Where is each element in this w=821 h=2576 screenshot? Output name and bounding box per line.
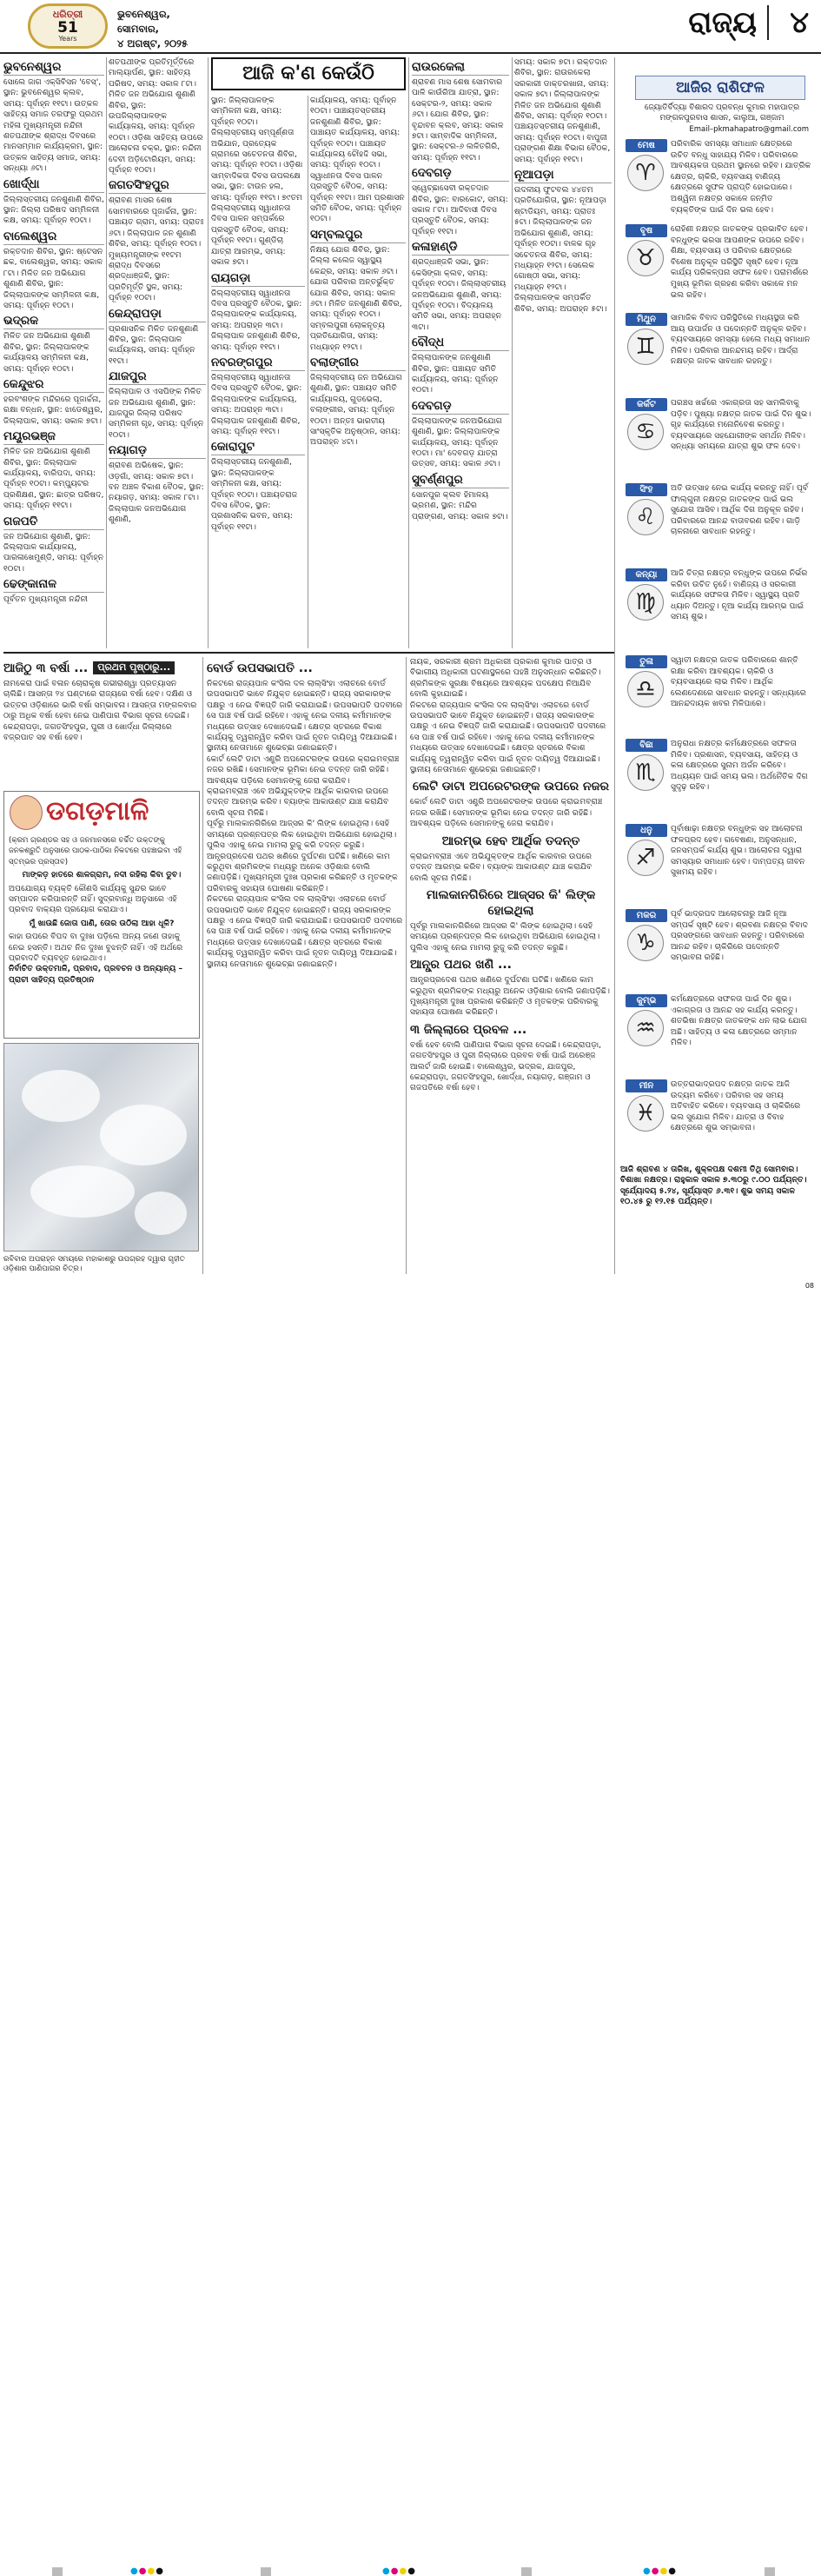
place-heading: ଜଗତସିଂହପୁର bbox=[109, 178, 206, 194]
story-text: କୋର୍ଟ ଲେଟି ଡାଟା ଏଣ୍ଟ୍ରି ଅପରେଟରଙ୍କ ଉପରେ କ୍ରାଇମବ୍ରାଞ୍ଚ ନଜର ରଖିଛି। ସେମାନଙ୍କ ଭୂମିକା ନେଇ ତଦନ୍ତ ଜାରି ରହିଛି। ଆବଶ୍ୟକ ପଡ଼ିଲେ ସେମାନଙ୍କୁ ଜେରା କରାଯିବ। bbox=[207, 754, 400, 786]
horoscope-email: Email–pkmahapatro@gmail.com bbox=[689, 125, 809, 134]
aries-icon: ♈ bbox=[627, 155, 664, 191]
proverb-box bbox=[3, 791, 200, 1039]
event-text: ମିଳିତ ଜନ ଅଭିଯୋଗ ଶୁଣାଣି ଶିବିର, ସ୍ଥାନ: ଜିଲ୍ଲାପାଳଙ୍କ କାର୍ଯ୍ୟାଳୟ ସମ୍ମିଳନୀ କକ୍ଷ, ସମୟ: ପୂର୍ବାହ୍ନ ୧୦ଟା। bbox=[3, 331, 90, 374]
place-heading: ଭୁବନେଶ୍ୱର bbox=[3, 60, 104, 76]
cmyk-dots: ●●●● bbox=[130, 2566, 164, 2576]
sign-text: ଅତି ଉତ୍ସାହ ନେଇ କାର୍ଯ୍ୟ କରନ୍ତୁ ନାହିଁ। ପୂର୍ବ ଫାଲ୍ଗୁନୀ ନକ୍ଷତ୍ର ଜାତକଙ୍କ ପାଇଁ ଭଲ ସୁଯୋଗ ଆସିବ। ଆର୍ଥିକ ଦିଗ ଅନୁକୂଳ ରହିବ। ପରିବାରରେ ଆନନ୍ଦ ବାତାବରଣ ରହିବ। ଗାଡ଼ି ଚାଳନାରେ ସାବଧାନ ରହନ୍ତୁ। bbox=[671, 483, 809, 537]
story-text: ନାୟକ, ସରକାରୀ ଶ୍ରମ ଅଧିକାରୀ ପ୍ରକାଶ କୁମାର ପାତ୍ର ଓ ବିଭାଗୀୟ ଅଧିକାରୀ ଘଟଣାସ୍ଥଳରେ ପହଞ୍ଚି ଅନୁସନ୍ଧାନ କରିଛନ୍ତି। ଶ୍ରମିକଙ୍କ ସୁରକ୍ଷା ବିଷୟରେ ଆବଶ୍ୟକ ପଦକ୍ଷେପ ନିଆଯିବ ବୋଲି କୁହାଯାଇଛି। bbox=[410, 657, 601, 700]
gemini-icon: ♊ bbox=[627, 329, 664, 365]
horoscope-sign bbox=[619, 139, 811, 219]
sign-text: ଉତ୍ତରାଭାଦ୍ରପଦ ନକ୍ଷତ୍ର ଜାତକ ଆଜି ଉଦ୍ୟମ କରିବେ। ପରିବାର ସହ ସମୟ ଅତିବାହିତ କରିବେ। ବ୍ୟବସାୟ ଓ ଚାକିରିରେ ଭଲ ସୁଯୋଗ ମିଳିବ। ଯାତ୍ରା ଓ ବିବାହ କ୍ଷେତ୍ରରେ ଶୁଭ ସମ୍ଭାବନା। bbox=[671, 1079, 801, 1133]
story-subhead: ଆରମ୍ଭ ହେବ ଆର୍ଥିକ ତଦନ୍ତ bbox=[441, 833, 580, 848]
event-text: ମିଳିତ ଜନ ଅଭିଯୋଗ ଶୁଣାଣି ଶିବିର, ସ୍ଥାନ: ଜିଲ୍ଲାପାଳ କାର୍ଯ୍ୟାଳୟ, ବାରିପଦା, ସମୟ: ପୂର୍ବାହ୍ନ ୧୦ଟା। କମ୍ପ୍ୟୁଟର ପ୍ରଶିକ୍ଷଣ, ସ୍ଥାନ: ଛାତ୍ର ପରିଷଦ, ସମୟ: ପୂର୍ବାହ୍ନ ୧୧ଟା। bbox=[3, 447, 104, 511]
event-text: ଜିଲ୍ଲାସ୍ତରୀୟ ଜନଶୁଣାଣି, ସ୍ଥାନ: ଜିଲ୍ଲାପାଳଙ୍କ ସମ୍ମିଳନୀ କକ୍ଷ, ସମୟ: ପୂର୍ବାହ୍ନ ୧୦ଟା। ପଞ୍ଚାୟତରାଜ ଦିବସ ବୈଠକ, ସ୍ଥାନ: ପ୍ରଶାସନିକ ଭବନ, ସମୟ: ପୂର୍ବାହ୍ନ ୧୧ଟା। bbox=[211, 457, 298, 532]
events-column-2 bbox=[109, 57, 206, 648]
sagittarius-icon: ♐ bbox=[627, 840, 664, 876]
sign-text: କର୍ମକ୍ଷେତ୍ରରେ ସଫଳତା ପାଇଁ ଦିନ ଶୁଭ। ଏକାଗ୍ରତା ଓ ଆନନ୍ଦ ସହ କାର୍ଯ୍ୟ କରନ୍ତୁ। ଶତଭିଷା ନକ୍ଷତ୍ର ଜାତକଙ୍କ ଧନ ଲାଭ ଯୋଗ ଅଛି। ସାହିତ୍ୟ ଓ କଳା କ୍ଷେତ୍ରରେ ସମ୍ମାନ ମିଳିବ। bbox=[671, 994, 807, 1048]
story-text: ଆନ୍ଧ୍ରପ୍ରଦେଶ ପଥର ଖଣିରେ ଦୁର୍ଘଟଣା ଘଟିଛି। ଖଣିରେ କାମ କରୁଥିବା ଶ୍ରମିକଙ୍କ ମଧ୍ୟରୁ ଅନେକ ଓଡ଼ିଶାର ବୋଲି ଜଣାପଡ଼ିଛି। ମୁଖ୍ୟମନ୍ତ୍ରୀ ଦୁଃଖ ପ୍ରକାଶ କରିଛନ୍ତି ଓ ମୃତକଙ୍କ ପରିବାରକୁ ସହାୟତା ଘୋଷଣା କରିଛନ୍ତି। bbox=[207, 851, 398, 893]
events-column-4 bbox=[310, 96, 406, 648]
sign-name: ବୃଷ bbox=[626, 224, 667, 237]
column-rule bbox=[408, 57, 409, 648]
sign-text: ରୋହିଣୀ ନକ୍ଷତ୍ର ଜାତକଙ୍କ ପ୍ରଭାବିତ ହେବ। ବନ୍ଧୁଙ୍କ ଭରସା ଆପଣଙ୍କ ଉପରେ ରହିବ। ଶିକ୍ଷା, ବ୍ୟବସାୟ ଓ ପରିବାର କ୍ଷେତ୍ରରେ ବିଶେଷ ଅନୁକୂଳ ପରିସ୍ଥିତି ସୃଷ୍ଟି ହେବ। ନୂଆ କାର୍ଯ୍ୟ ପରିକଳ୍ପନା ସଫଳ ହେବ। ପରାମର୍ଶରେ ମୁଖ୍ୟ ଭୂମିକା ଗ୍ରହଣ କରିବା ସକାଳେ ମନ ଭଲ ରହିବ। bbox=[671, 224, 809, 300]
sign-text: ଆଜି ଚିତ୍ରା ନକ୍ଷତ୍ର ବନ୍ଧୁଙ୍କ ଉପରେ ନିର୍ଭର କରିବା ଉଚିତ ନୁହେଁ। ବାଣିଜ୍ୟ ଓ ସରକାରୀ କାର୍ଯ୍ୟରେ ସଫଳତା ମିଳିବ। ସ୍ୱାସ୍ଥ୍ୟ ପ୍ରତି ଧ୍ୟାନ ଦିଅନ୍ତୁ। ନୂଆ କାର୍ଯ୍ୟ ଆରମ୍ଭ ପାଇଁ ସମୟ ଶୁଭ। bbox=[671, 568, 808, 622]
events-column-1 bbox=[3, 57, 104, 648]
cmyk-dots: ●●●● bbox=[382, 2566, 416, 2576]
proverb-text-2: କାହା ଉପରେ ବିପଦ ବା ଦୁଃଖ ପଡ଼ିଲେ ଅନ୍ୟ ଜଣେ ତାହାକୁ ନେଇ ହସନ୍ତି। ଅଥଚ ନିଜ ଦୁଃଖ ବୁଝନ୍ତି ନାହିଁ। ଏହି ଅର୍ଥରେ ପ୍ରବାଦଟି ବ୍ୟବହୃତ ହୋଇଥାଏ। bbox=[9, 932, 183, 964]
horoscope-sign bbox=[619, 655, 811, 735]
event-text: ସମୟ: ସକାଳ ୭ଟା। ରକ୍ତଦାନ ଶିବିର, ସ୍ଥାନ: ରାଉରକେଲା ସରକାରୀ ଡାକ୍ତରଖାନା, ସମୟ: ସକାଳ ୭ଟା। ଜିଲ୍ଲାପାଳଙ୍କ ମିଳିତ ଜନ ଅଭିଯୋଗ ଶୁଣାଣି ଶିବିର, ସମୟ: ପୂର୍ବାହ୍ନ ୧୦ଟା। ପଞ୍ଚାୟତସ୍ତରୀୟ ଜନଶୁଣାଣି, ସମୟ: ପୂର୍ବାହ୍ନ ୧୦ଟା। ବାପୁଜୀ ପ୍ରାଙ୍ଗଣ ଶିକ୍ଷା ବିଭାଗ ବୈଠକ, ସମୟ: ପୂର୍ବାହ୍ନ ୧୧ଟା। bbox=[514, 57, 611, 164]
dateline-day: ଭୁବନେଶ୍ୱର, ସୋମବାର, bbox=[117, 8, 170, 35]
proverb-content bbox=[4, 833, 199, 1038]
event-text: ପ୍ରଶାସନିକ ମିଳିତ ଜନଶୁଣାଣି ଶିବିର, ସ୍ଥାନ: ଜିଲ୍ଲାପାଳ କାର୍ଯ୍ୟାଳୟ, ସମୟ: ପୂର୍ବାହ୍ନ ୧୧ଟା। bbox=[109, 323, 199, 366]
cancer-icon: ♋ bbox=[627, 414, 664, 450]
event-text: ଶ୍ରଦ୍ଧାଞ୍ଜଳି ସଭା, ସ୍ଥାନ: କେସିଙ୍ଗା କ୍ଲବ, ସମୟ: ପୂର୍ବାହ୍ନ ୧୦ଟା। ଜିଲ୍ଲାସ୍ତରୀୟ ଜନଅଭିଯୋଗ ଶୁଣାଣି, ସମୟ: ପୂର୍ବାହ୍ନ ୧୦ଟା। ବିଦ୍ୟାଳୟ ସମିତି ସଭା, ସମୟ: ଅପରାହ୍ନ ୩ଟା। bbox=[412, 257, 507, 332]
logo-years: Years bbox=[58, 35, 77, 43]
place-heading: ନବରଙ୍ଗପୁର bbox=[211, 355, 305, 371]
event-text: ସୋନପୁର କ୍ଲବ ହିମାଳୟ ଭ୍ରମଣ, ସ୍ଥାନ: ମନ୍ଦିର ପ୍ରାଙ୍ଗଣ, ସମୟ: ସକାଳ ୭ଟା। bbox=[412, 489, 508, 521]
sign-name: ଧନୁ bbox=[626, 824, 667, 837]
sign-name: ମିଥୁନ bbox=[626, 313, 667, 326]
horoscope-sign bbox=[619, 909, 811, 989]
logo-title: ଧରିତ୍ରୀ bbox=[52, 9, 83, 20]
registration-mark bbox=[765, 2567, 775, 2576]
front-page-tag: ପ୍ରଥମ ପୃଷ୍ଠାରୁ... bbox=[93, 661, 175, 674]
page-number: ୪ bbox=[790, 5, 809, 40]
events-column-3 bbox=[211, 96, 305, 648]
cartoon-face-icon bbox=[10, 795, 43, 830]
horoscope-author: ଜ୍ୟୋତିର୍ବିଦ୍ୟା ବିଶାରଦ ପ୍ରବନ୍ଧ କୁମାର ମହାପାତ୍ର ମଙ୍ଗଳପୁରବାସ ଶାସନ, କାଲୁଆ, ଗଞ୍ଜାମ bbox=[644, 103, 800, 123]
sign-text: ପୂର୍ବାଷାଢ଼ା ନକ୍ଷତ୍ର ବନ୍ଧୁଙ୍କ ସହ ଆଲୋଚନା ଫଳପ୍ରଦ ହେବ। ଗବେଷଣା, ଅନୁସନ୍ଧାନ, ଜନସମ୍ପର୍କ କାର୍ଯ୍ୟ ଶୁଭ। ଆଲୋଚନା ଦ୍ୱାରା ସମସ୍ୟାର ସମାଧାନ ହେବ। ଦାମ୍ପତ୍ୟ ଜୀବନ ସୁଖମୟ ରହିବ। bbox=[671, 824, 805, 878]
page-header bbox=[0, 0, 821, 54]
print-footer bbox=[0, 1278, 821, 2576]
sign-name: ତୁଳା bbox=[626, 655, 667, 668]
sign-name: ମେଷ bbox=[626, 139, 667, 152]
sign-text: ଅନୁରାଧା ନକ୍ଷତ୍ର କର୍ମକ୍ଷେତ୍ରରେ ସଫଳତା ମିଳିବ। ପ୍ରଶାସନ, ବ୍ୟବସାୟ, ସାହିତ୍ୟ ଓ କଳା କ୍ଷେତ୍ରରେ ସୁନାମ ଅର୍ଜନ କରିବେ। ଅଧ୍ୟୟନ ପାଇଁ ସମୟ ଭଲ। ଅର୍ଥନୈତିକ ଦିଗ ସୁଦୃଢ଼ ରହିବ। bbox=[671, 739, 808, 793]
story-text: ନିକଟରେ ରାଜ୍ୟପାଳ କଂସିଲ ଦଳ ଲାଲ୍ସିଂହା ଏଲାଚରେ ବୋର୍ଡ ଉପସଭାପତି ଭାବେ ନିଯୁକ୍ତ ହୋଇଛନ୍ତି। ରାଜ୍ୟ ସରକାରଙ୍କ ପକ୍ଷରୁ ଏ ନେଇ ବିଜ୍ଞପ୍ତି ଜାରି କରାଯାଇଛି। ଉପସଭାପତି ପଦବୀରେ ସେ ପାଞ୍ଚ ବର୍ଷ ପାଇଁ ରହିବେ। ଏହାକୁ ନେଇ ଦଳୀୟ କର୍ମୀମାନଙ୍କ ମଧ୍ୟରେ ଉତ୍ସାହ ଦେଖାଦେଇଛି। କ୍ଷେତ୍ର ସ୍ତରରେ ବିକାଶ କାର୍ଯ୍ୟକୁ ତ୍ୱରାନ୍ୱିତ କରିବା ପାଇଁ ନୂତନ ଦାୟିତ୍ୱ ଦିଆଯାଇଛି। ସ୍ଥାନୀୟ ନେତାମାନେ ଶୁଭେଚ୍ଛା ଜଣାଇଛନ୍ତି। bbox=[207, 894, 403, 969]
story-subhead: ଆନ୍ଧ୍ର ପଥର ଖଣି ... bbox=[410, 958, 512, 973]
libra-icon: ♎ bbox=[627, 671, 664, 707]
sign-text: ପୂର୍ବ ଭାଦ୍ରପଦ ଆଲୋଚନାରୁ ଆଜି ନୂଆ ସମ୍ପର୍କ ସୃଷ୍ଟି ହେବ। ଶ୍ରବଣା ନକ୍ଷତ୍ର ବିବାଦ ପ୍ରସଙ୍ଗରେ ସାବଧାନ ରହନ୍ତୁ। ପରିବାରରେ ଆନନ୍ଦ ରହିବ। ଚାକିରିରେ ପଦୋନ୍ନତି ସମ୍ଭାବନା ରହିଛି। bbox=[671, 909, 808, 963]
dateline bbox=[117, 7, 213, 51]
taurus-icon: ♉ bbox=[627, 240, 664, 276]
place-heading: ବାଲେଶ୍ୱର bbox=[3, 229, 104, 245]
event-text: ସୋଲେ ଜାଗ ଏକ୍ସିବିସନ 'ବେସ୍', ସ୍ଥାନ: ଭୁବନେଶ୍ୱର କ୍ଲବ, ସମୟ: ପୂର୍ବାହ୍ନ ୧୧ଟା। ଉତ୍କଳ ସାହିତ୍ୟ ସମାଜ ତରଫରୁ ପ୍ରଥମ ମହିଳା ମୁଖ୍ୟମନ୍ତ୍ରୀ ନନ୍ଦିନୀ ଶତପଥୀଙ୍କ ଶ୍ରାଦ୍ଧ ଦିବସରେ ମାନସମ୍ମାନ କାର୍ଯ୍ୟକ୍ରମ, ସ୍ଥାନ: ଉତ୍କଳ ସାହିତ୍ୟ ସମାଜ, ସମୟ: ସନ୍ଧ୍ୟା ୬ଟା। bbox=[3, 77, 103, 174]
horoscope-sign bbox=[619, 313, 811, 393]
event-text: ସ୍ୱେଚ୍ଛାସେବୀ ରକ୍ତଦାନ ଶିବିର, ସ୍ଥାନ: ବାରକୋଟ, ସମୟ: ସକାଳ ୮ଟା। ଆଦିବାସୀ ଦିବସ ପ୍ରସ୍ତୁତି ବୈଠକ, ସମୟ: ପୂର୍ବାହ୍ନ ୧୧ଟା। bbox=[412, 183, 508, 236]
leo-icon: ♌ bbox=[627, 499, 664, 535]
story-text: ଆନ୍ଧ୍ରପ୍ରଦେଶ ପଥର ଖଣିରେ ଦୁର୍ଘଟଣା ଘଟିଛି। ଖଣିରେ କାମ କରୁଥିବା ଶ୍ରମିକଙ୍କ ମଧ୍ୟରୁ ଅନେକ ଓଡ଼ିଶାର ବୋଲି ଜଣାପଡ଼ିଛି। ମୁଖ୍ୟମନ୍ତ୍ରୀ ଦୁଃଖ ପ୍ରକାଶ କରିଛନ୍ତି ଓ ମୃତକଙ୍କ ପରିବାରକୁ ସହାୟତା ଘୋଷଣା କରିଛନ୍ତି। bbox=[410, 975, 610, 1018]
story-text: କୋର୍ଟ ଲେଟି ଡାଟା ଏଣ୍ଟ୍ରି ଅପରେଟରଙ୍କ ଉପରେ କ୍ରାଇମବ୍ରାଞ୍ଚ ନଜର ରଖିଛି। ସେମାନଙ୍କ ଭୂମିକା ନେଇ ତଦନ୍ତ ଜାରି ରହିଛି। ଆବଶ୍ୟକ ପଡ଼ିଲେ ସେମାନଙ୍କୁ ଜେରା କରାଯିବ। bbox=[410, 797, 603, 829]
column-rule bbox=[614, 57, 615, 1274]
place-heading: ରାୟଗଡ଼ା bbox=[211, 271, 305, 287]
place-heading: ସମ୍ବଲପୁର bbox=[310, 228, 406, 243]
story-text: କ୍ରାଇମବ୍ରାଞ୍ଚ ଏବେ ଅଭିଯୁକ୍ତଙ୍କ ଆର୍ଥିକ କାରବାର ଉପରେ ତଦନ୍ତ ଆରମ୍ଭ କରିବ। ବ୍ୟାଙ୍କ ଆକାଉଣ୍ଟ ଯାଞ୍ଚ କରାଯିବ ବୋଲି ସୂଚନା ମିଳିଛି। bbox=[410, 851, 593, 883]
column-rule bbox=[406, 657, 407, 1274]
place-heading: ଯାଜପୁର bbox=[109, 369, 206, 385]
pisces-icon: ♓ bbox=[627, 1095, 664, 1132]
place-heading: ଢେଙ୍କାନାଳ bbox=[3, 577, 104, 593]
satellite-weather-image bbox=[3, 1043, 199, 1251]
event-text: ଜିଲ୍ଲାସ୍ତରୀୟ ଜନ ଅଭିଯୋଗ ଶୁଣାଣି, ସ୍ଥାନ: ପଞ୍ଚାୟତ ସମିତି କାର୍ଯ୍ୟାଳୟ, ଗୁଡଭେଲା, ବଲାଙ୍ଗୀର, ସମୟ: ପୂର୍ବାହ୍ନ ୧୦ଟା। ଅନ୍ତଃ ଭାରତୀୟ ସାଂସ୍କୃତିକ ଅନୁଷ୍ଠାନ, ସମୟ: ଅପରାହ୍ନ ୪ଟା। bbox=[310, 372, 402, 448]
data-operator-story bbox=[410, 657, 612, 1274]
place-heading: ଖୋର୍ଦ୍ଧା bbox=[3, 177, 104, 193]
sign-name: କନ୍ୟା bbox=[626, 568, 667, 581]
story-text: ପୂର୍ବରୁ ମାଲକାନଗିରିରେ ଆଜ୍ସର କି' ଲିଙ୍କ ହୋଇଥିଲା। ସେହି ସମୟରେ ପ୍ରଶ୍ନପତ୍ର ଲିକ ହୋଇଥିବା ଅଭିଯୋଗ ହୋଇଥିଲା। ପୁଲିସ ଏହାକୁ ନେଇ ମାମଲା ରୁଜୁ କରି ତଦନ୍ତ କରୁଛି। bbox=[207, 819, 397, 851]
event-text: କାର୍ଯ୍ୟାଳୟ, ସମୟ: ପୂର୍ବାହ୍ନ ୧୦ଟା। ପାଞ୍ଚାୟତସ୍ତରୀୟ ଜନଶୁଣାଣି ଶିବିର, ସ୍ଥାନ: ପାଞ୍ଚାୟତ କାର୍ଯ୍ୟାଳୟ, ସମୟ: ପୂର୍ବାହ୍ନ ୧୦ଟା। ପାଞ୍ଚାୟତ କାର୍ଯ୍ୟାଳୟ ଚୌହଦ୍ଦି ସଭା, ସମୟ: ପୂର୍ବାହ୍ନ ୧୦ଟା। ସ୍ୱାଧୀନତା ଦିବସ ପାଳନ ପ୍ରସ୍ତୁତି ବୈଠକ, ସମୟ: ପୂର୍ବାହ୍ନ ୧୧ଟା। ଆମ ପ୍ରଶାସନ ସମିତି ବୈଠକ, ସମୟ: ପୂର୍ବାହ୍ନ ୧୦ଟା। bbox=[310, 96, 405, 224]
column-rule bbox=[202, 657, 203, 1274]
horoscope-sign bbox=[619, 483, 811, 563]
events-banner: ଆଜି କ'ଣ କେଉଁଠି bbox=[211, 57, 406, 90]
event-text: ରକ୍ତଦାନ ଶିବିର, ସ୍ଥାନ: ଷ୍ଟେସନ ଛକ, ବାଲେଶ୍ୱର, ସମୟ: ସକାଳ ୮ଟା। ମିଳିତ ଜନ ଅଭିଯୋଗ ଶୁଣାଣି ଶିବିର, ସ୍ଥାନ: ଜିଲ୍ଲାପାଳଙ୍କ ସମ୍ମିଳନୀ କକ୍ଷ, ସମୟ: ପୂର୍ବାହ୍ନ ୧୦ଟା। bbox=[3, 246, 103, 310]
event-text: ହରବଂଶଙ୍କ ମନ୍ଦିରରେ ପୂଜାର୍ଚ୍ଚନା, ରକ୍ଷା ବନ୍ଧନ, ସ୍ଥାନ: ଝାଡେଶ୍ୱର, ଜିଲ୍ଲାପାଳ, ସମୟ: ସକାଳ ୭ଟା। bbox=[3, 394, 103, 426]
place-heading: ସୁବର୍ଣ୍ଣପୁର bbox=[412, 473, 509, 488]
lead-continuation bbox=[3, 657, 200, 787]
events-column-6 bbox=[514, 57, 612, 648]
event-text: ଶ୍ରାବଣ ମାସର ଶେଷ ସୋମବାରରେ ପୂଜାର୍ଚ୍ଚନା, ସ୍ଥାନ: ପଞ୍ଚାୟତ ଗ୍ରାମ, ସମୟ: ପ୍ରାତଃ ୬ଟା। ଜିଲ୍ଲାପାଳ ଜନ ଶୁଣାଣି ଶିବିର, ସମୟ: ପୂର୍ବାହ୍ନ ୧୦ଟା। ମୁଖ୍ୟମନ୍ତ୍ରୀଙ୍କ ୧୧ଟମ ଶ୍ରାଦ୍ଧ ଦିବସରେ ଶ୍ରଦ୍ଧାଞ୍ଜଳି, ସ୍ଥାନ: ପ୍ରତିମୂର୍ତ୍ତି ସ୍ଥଳ, ସମୟ: ପୂର୍ବାହ୍ନ ୧୦ଟା। bbox=[109, 196, 204, 303]
place-heading: ଭଦ୍ରକ bbox=[3, 314, 104, 329]
board-vice-president-story bbox=[207, 657, 403, 1274]
event-text: ଶ୍ରାବଣ ମାସ ଶେଷ ସୋମବାର ପାଳି କାଉଁରିଆ ଯାତ୍ରା, ସ୍ଥାନ: ସେକ୍ଟର-୨, ସମୟ: ସକାଳ ୬ଟା। ଯୋଗ ଶିବିର, ସ୍ଥାନ: ବୃନ୍ଦାବନ କ୍ଲବ, ସମୟ: ସକାଳ ୭ଟା। ସାମ୍ବାଦିକ ସମ୍ମିଳନୀ, ସ୍ଥାନ: ସେକ୍ଟର-୬ ଲଳିତଗିରି, ସମୟ: ପୂର୍ବାହ୍ନ ୧୧ଟା। bbox=[412, 77, 504, 163]
column-rule bbox=[512, 57, 513, 648]
photo-caption: ରବିବାର ଅପରାହ୍ନ ସମୟରେ ମହାକାଶରୁ ଉପଗ୍ରହ ଦ୍ୱାରା ଗୃହୀତ ଓଡ଼ିଶାର ପାଣିପାଗର ଚିତ୍ର। bbox=[3, 1255, 185, 1273]
anniversary-logo bbox=[28, 3, 108, 49]
event-text: ଶତପଥୀଙ୍କ ପ୍ରତିମୂର୍ତ୍ତିରେ ମାଲ୍ୟାର୍ପଣ, ସ୍ଥାନ: ସାହିତ୍ୟ ପରିଷଦ, ସମୟ: ସକାଳ ୮ଟା। ମିଳିତ ଜନ ଅଭିଯୋଗ ଶୁଣାଣି ଶିବିର, ସ୍ଥାନ: ଉପଜିଲ୍ଲାପାଳଙ୍କ କାର୍ଯ୍ୟାଳୟ, ସମୟ: ପୂର୍ବାହ୍ନ ୧୦ଟା। ଓଡ଼ିଶା ସାହିତ୍ୟ ଉପରେ ଆଲୋଚନା ଚକ୍ର, ସ୍ଥାନ: ନନ୍ଦିନୀ ଦେବୀ ଅଡ଼ିଟୋରିୟମ, ସମୟ: ପୂର୍ବାହ୍ନ ୧୦ଟା। bbox=[109, 57, 203, 176]
place-heading: କୋରାପୁଟ bbox=[211, 440, 305, 455]
place-heading: ନୟାଗଡ଼ bbox=[109, 443, 206, 459]
sign-name: ବିଛା bbox=[626, 739, 667, 752]
place-heading: କେନ୍ଦ୍ରାପଡ଼ା bbox=[109, 307, 206, 322]
event-text: ଶ୍ରାବଣ ଅଭିଷେକ, ସ୍ଥାନ: ଓଡ଼ଗାଁ, ସମୟ: ସକାଳ ୭ଟା। ବନ ଅଞ୍ଚଳ ବିକାଶ ବୈଠକ, ସ୍ଥାନ: ନୟାଗଡ଼, ସମୟ: ସକାଳ ୮ଟା। ଜିଲ୍ଲାପାଳ ଜନଅଭିଯୋଗ ଶୁଣାଣି, bbox=[109, 461, 204, 525]
story-subhead: ମାଲକାନଗିରିରେ ଆଜ୍ସର କି' ଲିଙ୍କ ହୋଇଥିଲା bbox=[426, 887, 596, 918]
place-heading: ବଲାଙ୍ଗୀର bbox=[310, 355, 406, 371]
event-text: ଜିଲ୍ଲାସ୍ତରୀୟ ଜନଶୁଣାଣି ଶିବିର, ସ୍ଥାନ: ଜିଲ୍ଲା ପରିଷଦ ସମ୍ମିଳନୀ କକ୍ଷ, ସମୟ: ପୂର୍ବାହ୍ନ ୧୦ଟା। bbox=[3, 194, 104, 226]
horoscope-sign bbox=[619, 224, 811, 309]
column-rule bbox=[208, 57, 209, 648]
horoscope-title: ଆଜିର ରାଶିଫଳ bbox=[635, 76, 805, 100]
event-text: ଜିଲ୍ଲାପାଳ ଓ ଏସପିଙ୍କ ମିଳିତ ଜନ ଅଭିଯୋଗ ଶୁଣାଣି, ସ୍ଥାନ: ଯାଜପୁର ଜିଲ୍ଲା ପରିଷଦ ସମ୍ମିଳନୀ ଗୃହ, ସମୟ: ପୂର୍ବାହ୍ନ ୧୦ଟା। bbox=[109, 387, 204, 440]
place-heading: ରାଉରକେଲା bbox=[412, 60, 509, 76]
story-subhead: ୩ ଜିଲ୍ଲାରେ ପ୍ରବଳ ... bbox=[410, 1022, 527, 1037]
event-text: ସ୍ଥାନ: ଜିଲ୍ଲାପାଳଙ୍କ ସମ୍ମିଳନୀ କକ୍ଷ, ସମୟ: ପୂର୍ବାହ୍ନ ୧୦ଟା। ଜିଲ୍ଲାସ୍ତରୀୟ ସମ୍ପୂର୍ଣ୍ଣତା ଅଭିଯାନ, ପ୍ରତ୍ୟେକ ଗ୍ରାମରେ ସଚେତନତା ଶିବିର, ସମୟ: ପୂର୍ବାହ୍ନ ୧୦ଟା। ଓଡ଼ିଶା ସାମ୍ବାଦିକତା ଦିବସ ଉପଲକ୍ଷେ ସଭା, ସ୍ଥାନ: ଟାଉନ ହଲ, ସମୟ: ପୂର୍ବାହ୍ନ ୧୧ଟା। ୭୯ତମ ଜିଲ୍ଲାସ୍ତରୀୟ ସ୍ୱାଧୀନତା ଦିବସ ପାଳନ ସମ୍ପର୍କରେ ପ୍ରସ୍ତୁତି ବୈଠକ, ସମୟ: ପୂର୍ବାହ୍ନ ୧୧ଟା। ଗୁଣ୍ଡିଚା ଯାତ୍ରା ଆରମ୍ଭ, ସମୟ: ସକାଳ ୭ଟା। bbox=[211, 96, 303, 268]
event-text: ଜନ ଅଭିଯୋଗ ଶୁଣାଣି, ସ୍ଥାନ: ଜିଲ୍ଲାପାଳ କାର୍ଯ୍ୟାଳୟ, ପାରଳାଖେମୁଣ୍ଡି, ସମୟ: ପୂର୍ବାହ୍ନ ୧୦ଟା। bbox=[3, 531, 104, 574]
panjika-text: ଆଜି ଶ୍ରାବଣ ୪ ତାରିଖ, ଶୁକ୍ଳପକ୍ଷ ଦଶମୀ ତିଥି ସୋମବାର। ବିଶାଖା ନକ୍ଷତ୍ର। ରାହୁକାଳ ସକାଳ ୭.୩୦ରୁ ୯.୦୦ ପର୍ଯ୍ୟନ୍ତ। ସୂର୍ଯ୍ୟୋଦୟ ୫.୨୪, ସୂର୍ଯ୍ୟାସ୍ତ ୬.୩୧। ଶୁଭ ସମୟ ସକାଳ ୧୦.୪୫ ରୁ ୧୨.୧୫ ପର୍ଯ୍ୟନ୍ତ। bbox=[620, 1165, 807, 1207]
horoscope-sign bbox=[619, 568, 811, 648]
story-headline: ବୋର୍ଡ ଉପସଭାପତି ... bbox=[207, 661, 313, 675]
proverb-credit: ନିର୍ବାଚିତ ଉକ୍ତମାଳି, ପ୍ରବାଦ, ପ୍ରବଚନ ଓ ଅନ୍ୟାନ୍ୟ – ପ୍ରାଚୀ ସାହିତ୍ୟ ପ୍ରତିଷ୍ଠାନ bbox=[9, 964, 183, 985]
proverb-quote-2: ମୁଁ ଖାଉଛି ଜୋତା ପାଣି, ତୋର ଉଠିଲା ଆହା ଧୂଳି? bbox=[29, 918, 175, 928]
horoscope-sign bbox=[619, 994, 811, 1074]
place-heading: ବୌଦ୍ଧ bbox=[412, 335, 509, 351]
event-text: ଜିଲ୍ଲାପାଳଙ୍କ ଜନଶୁଣାଣି ଶିବିର, ସ୍ଥାନ: ପଞ୍ଚାୟତ ସମିତି କାର୍ଯ୍ୟାଳୟ, ସମୟ: ପୂର୍ବାହ୍ନ ୧୦ଟା। bbox=[412, 353, 499, 395]
sign-text: ସ୍ୱାତୀ ନକ୍ଷତ୍ର ଜାତକ ପରିବାରରେ ଶାନ୍ତି ରକ୍ଷା କରିବା ଆବଶ୍ୟକ। ଚାକିରି ଓ ବ୍ୟବସାୟରେ ଲାଭ ମିଳିବ। ଆର୍ଥିକ ଲେଣଦେଣରେ ସାବଧାନ ରହନ୍ତୁ। ସନ୍ଧ୍ୟାରେ ଆନନ୍ଦଦାୟକ ଖବର ମିଳିପାରେ। bbox=[671, 655, 806, 709]
page-code: 08 bbox=[804, 1282, 814, 1290]
sign-name: ମୀନ bbox=[626, 1079, 667, 1092]
registration-mark bbox=[52, 2567, 63, 2576]
place-heading: କେନ୍ଦୁଝର bbox=[3, 377, 104, 393]
place-heading: ଦେବଗଡ଼ bbox=[412, 399, 509, 415]
proverb-title: ଡଗଡ଼ମାଳି bbox=[46, 796, 149, 827]
proverb-subtitle: (କ୍ରମ ଗ୍ରଣ୍ଡର ସହ ଓ ଜନମାନସରେ ଚର୍ଚ୍ଚିତ ଉକ୍ତଙ୍କୁ ଜନକଶ୍ରୁତି ଅନୁସାରେ ପାଠକ-ପାଠିକା ନିକଟରେ ପହଞ୍ଚାଇବା ଏହି ସ୍ତମ୍ଭର ପ୍ରସ୍ତାବ) bbox=[9, 836, 182, 866]
event-text: ଜିଲ୍ଲାସ୍ତରୀୟ ସ୍ୱାଧୀନତା ଦିବସ ପ୍ରସ୍ତୁତି ବୈଠକ, ସ୍ଥାନ: ଜିଲ୍ଲାପାଳଙ୍କ କାର୍ଯ୍ୟାଳୟ, ସମୟ: ଅପରାହ୍ନ ୩ଟା। ଜିଲ୍ଲାପାଳ ଜନଶୁଣାଣି ଶିବିର, ସମୟ: ପୂର୍ବାହ୍ନ ୧୧ଟା। bbox=[211, 372, 302, 436]
column-rule bbox=[106, 57, 107, 648]
story-text: ନିକଟରେ ରାଜ୍ୟପାଳ କଂସିଲ ଦଳ ଲାଲ୍ସିଂହା ଏଲାଚରେ ବୋର୍ଡ ଉପସଭାପତି ଭାବେ ନିଯୁକ୍ତ ହୋଇଛନ୍ତି। ରାଜ୍ୟ ସରକାରଙ୍କ ପକ୍ଷରୁ ଏ ନେଇ ବିଜ୍ଞପ୍ତି ଜାରି କରାଯାଇଛି। ଉପସଭାପତି ପଦବୀରେ ସେ ପାଞ୍ଚ ବର୍ଷ ପାଇଁ ରହିବେ। ଏହାକୁ ନେଇ ଦଳୀୟ କର୍ମୀମାନଙ୍କ ମଧ୍ୟରେ ଉତ୍ସାହ ଦେଖାଦେଇଛି। କ୍ଷେତ୍ର ସ୍ତରରେ ବିକାଶ କାର୍ଯ୍ୟକୁ ତ୍ୱରାନ୍ୱିତ କରିବା ପାଇଁ ନୂତନ ଦାୟିତ୍ୱ ଦିଆଯାଇଛି। ସ୍ଥାନୀୟ ନେତାମାନେ ଶୁଭେଚ୍ଛା ଜଣାଇଛନ୍ତି। bbox=[410, 700, 606, 775]
story-text: ପୂର୍ବରୁ ମାଲକାନଗିରିରେ ଆଜ୍ସର କି' ଲିଙ୍କ ହୋଇଥିଲା। ସେହି ସମୟରେ ପ୍ରଶ୍ନପତ୍ର ଲିକ ହୋଇଥିବା ଅଭିଯୋଗ ହୋଇଥିଲା। ପୁଲିସ ଏହାକୁ ନେଇ ମାମଲା ରୁଜୁ କରି ତଦନ୍ତ କରୁଛି। bbox=[410, 920, 600, 953]
horoscope-sign bbox=[619, 398, 811, 478]
place-heading: କଳାହାଣ୍ଡି bbox=[412, 240, 509, 256]
capricorn-icon: ♑ bbox=[627, 925, 664, 961]
sign-text: ପରିବାରିକ ସମସ୍ୟା ସମାଧାନ କ୍ଷେତ୍ରରେ ଉଚିତ ବନ୍ଧୁ ସାହାଯ୍ୟ ମିଳିବ। ପରିବାରରେ ଆବଶ୍ୟକତା ପ୍ରଥମ ସ୍ଥାନରେ ରହିବ। ଯାତ୍ରିକ କ୍ଷେତ୍ର, ଚାକିରି, ବ୍ୟବସାୟ ବାଣିଜ୍ୟ କ୍ଷେତ୍ରରେ ସୁଫଳ ପ୍ରାପ୍ତି ହୋଇପାରେ। ଅଶ୍ୱିନୀ ନକ୍ଷତ୍ର ସକାଳେ ଜନ୍ମିତ ବ୍ୟକ୍ତିଙ୍କ ପାଇଁ ଦିନ ଭଲ ହେବ। bbox=[671, 139, 811, 215]
virgo-icon: ♍ bbox=[627, 584, 664, 621]
continuation-headline: ଆଜିଠୁ ୩ ବର୍ଷା ... bbox=[3, 661, 89, 675]
place-heading: ମୟୂରଭଞ୍ଜ bbox=[3, 429, 104, 445]
dateline-date: ୪ ଅଗଷ୍ଟ, ୨୦୨୫ bbox=[117, 37, 189, 50]
sign-name: କୁମ୍ଭ bbox=[626, 994, 667, 1007]
event-text: ଜିଲ୍ଲାସ୍ତରୀୟ ସ୍ୱାଧୀନତା ଦିବସ ପ୍ରସ୍ତୁତି ବୈଠକ, ସ୍ଥାନ: ଜିଲ୍ଲାପାଳଙ୍କ କାର୍ଯ୍ୟାଳୟ, ସମୟ: ଅପରାହ୍ନ ୩ଟା। ଜିଲ୍ଲାପାଳ ଜନଶୁଣାଣି ଶିବିର, ସମୟ: ପୂର୍ବାହ୍ନ ୧୧ଟା। bbox=[211, 288, 302, 352]
sign-text: ପରଞ୍ଚସ ଖର୍ଚ୍ଚରେ ଏକାଗ୍ରତା ସହ ସାମଲିବାକୁ ପଡ଼ିବ। ପୁଷ୍ୟା ନକ୍ଷତ୍ର ଜାତକ ପାଇଁ ଦିନ ଶୁଭ। ଗୃହ କାର୍ଯ୍ୟରେ ମନୋନିବେଶ କରନ୍ତୁ। ବ୍ୟବସାୟରେ ସହଯୋଗୀଙ୍କ ସମର୍ଥନ ମିଳିବ। ସନ୍ଧ୍ୟା ସମୟରେ ଯାତ୍ରା ଶୁଭ ଫଳ ଦେବ। bbox=[671, 398, 811, 452]
event-text: ଜିଲ୍ଲାପାଳଙ୍କ ଜନଅଭିଯୋଗ ଶୁଣାଣି, ସ୍ଥାନ: ଜିଲ୍ଲାପାଳଙ୍କ କାର୍ଯ୍ୟାଳୟ, ସମୟ: ପୂର୍ବାହ୍ନ ୧୦ଟା। ମା' ଦେବଗଡ଼ ଯାତ୍ରା ଉତ୍ସବ, ସମୟ: ସକାଳ ୬ଟା। bbox=[412, 415, 502, 469]
story-subhead: ଲେଟି ଡାଟା ଅପରେଟରଙ୍କ ଉପରେ ନଜର bbox=[413, 780, 609, 794]
place-heading: ଦେବଗଡ଼ bbox=[412, 166, 509, 182]
place-heading: ଗଜପତି bbox=[3, 515, 104, 530]
sign-text: ସାମାଜିକ ବିବାଦ ପରିସ୍ଥିତିରେ ମଧ୍ୟସ୍ଥତା କରି ଆୟ ଉପାର୍ଜନ ଓ ପଦୋନ୍ନତି ଅନୁକୂଳ ରହିବ। ବ୍ୟବସାୟରେ ସମସ୍ୟା ହେଲେ ମଧ୍ୟ ସମାଧାନ ମିଳିବ। ପରିବାର ଆନନ୍ଦମୟ ରହିବ। ଆର୍ଦ୍ରା ନକ୍ଷତ୍ର ଜାତକ ସାବଧାନ ରହନ୍ତୁ। bbox=[671, 313, 811, 367]
proverb-text: ଅପଯୋଗ୍ୟ ବ୍ୟକ୍ତି କୌଣସି କାର୍ଯ୍ୟକୁ ସୁନ୍ଦର ଭାବେ ସମ୍ପାଦନ କରିପାରନ୍ତି ନାହିଁ। ସୁଦ୍ରବାନ୍ଧି ଅନୁସାରେ ଏହି ପ୍ରବାଦ ବାକ୍ୟର ପ୍ରୟୋଗ କରାଯାଏ। bbox=[9, 883, 177, 915]
horoscope-sign bbox=[619, 1079, 811, 1159]
story-text: ନିକଟରେ ରାଜ୍ୟପାଳ କଂସିଲ ଦଳ ଲାଲ୍ସିଂହା ଏଲାଚରେ ବୋର୍ଡ ଉପସଭାପତି ଭାବେ ନିଯୁକ୍ତ ହୋଇଛନ୍ତି। ରାଜ୍ୟ ସରକାରଙ୍କ ପକ୍ଷରୁ ଏ ନେଇ ବିଜ୍ଞପ୍ତି ଜାରି କରାଯାଇଛି। ଉପସଭାପତି ପଦବୀରେ ସେ ପାଞ୍ଚ ବର୍ଷ ପାଇଁ ରହିବେ। ଏହାକୁ ନେଇ ଦଳୀୟ କର୍ମୀମାନଙ୍କ ମଧ୍ୟରେ ଉତ୍ସାହ ଦେଖାଦେଇଛି। କ୍ଷେତ୍ର ସ୍ତରରେ ବିକାଶ କାର୍ଯ୍ୟକୁ ତ୍ୱରାନ୍ୱିତ କରିବା ପାଇଁ ନୂତନ ଦାୟିତ୍ୱ ଦିଆଯାଇଛି। ସ୍ଥାନୀୟ ନେତାମାନେ ଶୁଭେଚ୍ଛା ଜଣାଇଛନ୍ତି। bbox=[207, 679, 403, 754]
sign-name: ସିଂହ bbox=[626, 483, 667, 496]
event-text: ପୂର୍ବତନ ମୁଖ୍ୟମନ୍ତ୍ରୀ ନନ୍ଦିନୀ bbox=[3, 594, 88, 605]
events-column-5 bbox=[412, 57, 509, 648]
sign-name: କର୍କଟ bbox=[626, 398, 667, 411]
logo-number: 51 bbox=[57, 19, 78, 37]
continuation-text: ନାମକେରା ପାଇଁ ବଳାନ ଚୋରାକୃଷ ଗଭୀରାଶ୍ୱା ପ୍ରତ୍ୟାସନ ଚାଲିଛି। ଆସନ୍ତା ୨୪ ଘଣ୍ଟାରେ ରାଜ୍ୟରେ ବର୍ଷା ହେବ। ଦକ୍ଷିଣ ଓ ଉତ୍ତର ଓଡ଼ିଶାରେ ଭାରି ବର୍ଷା ସମ୍ଭାବନା। ଆସନ୍ତା ମଙ୍ଗଳବାର ଠାରୁ ଅଧିକ ବର୍ଷା ହେବା ନେଇ ପାଣିପାଗ ବିଭାଗ ସୂଚନା ଦେଇଛି। କେନ୍ଦ୍ରାପଡ଼ା, ଜଗତସିଂହପୁର, ପୁରୀ ଓ ଖୋର୍ଦ୍ଧା ଜିଲ୍ଲାରେ ବଜ୍ରପାତ ସହ ବର୍ଷା ହେବ। bbox=[3, 679, 197, 743]
registration-mark bbox=[521, 2567, 532, 2576]
scorpio-icon: ♏ bbox=[627, 754, 664, 791]
event-text: ନିକ୍ଷୟ ଯୋଗ ଶିବିର, ସ୍ଥାନ: ଜିଲ୍ଲା କଲେଜ ସ୍ୱାସ୍ଥ୍ୟ କେନ୍ଦ୍ର, ସମୟ: ସକାଳ ୬ଟା। ଯୋଗ ପରିବାର ଅନ୍ତର୍ଭୁକ୍ତ ଯୋଗ ଶିବିର, ସମୟ: ସକାଳ ୬ଟା। ମିଳିତ ଜନଶୁଣାଣି ଶିବିର, ସମୟ: ପୂର୍ବାହ୍ନ ୧୦ଟା। ସମ୍ବଲପୁରୀ ଲୋକନୃତ୍ୟ ପ୍ରତିଯୋଗିତା, ସମୟ: ମଧ୍ୟାହ୍ନ ୧୨ଟା। bbox=[310, 244, 402, 352]
registration-mark bbox=[261, 2567, 271, 2576]
event-text: ଉଦଳୀୟ ଫୁଟବଲ ୪୪ତମ ପ୍ରତିଯୋଗିତା, ସ୍ଥାନ: ନୂଆପଡ଼ା ଷ୍ଟାଡିୟମ, ସମୟ: ପ୍ରାତଃ ୫ଟା। ଜିଲ୍ଲାପାଳଙ୍କ ଜନ ଅଭିଯୋଗ ଶୁଣାଣି, ସମୟ: ପୂର୍ବାହ୍ନ ୧୦ଟା। ବାଳକ ଗୃହ ସଚେତନତା ଶିବିର, ସମୟ: ମଧ୍ୟାହ୍ନ ୧୨ଟା। ସେଲେକ ଗୋଷ୍ଠୀ ସଭା, ସମୟ: ମଧ୍ୟାହ୍ନ ୧୨ଟା। ଜିଲ୍ଲାପାଳଙ୍କ ସମ୍ପର୍କିତ ଶିବିର, ସମୟ: ଅପରାହ୍ନ ୫ଟା। bbox=[514, 185, 607, 314]
place-heading: ନୂଆପଡ଼ା bbox=[514, 168, 612, 183]
story-text: କ୍ରାଇମବ୍ରାଞ୍ଚ ଏବେ ଅଭିଯୁକ୍ତଙ୍କ ଆର୍ଥିକ କାରବାର ଉପରେ ତଦନ୍ତ ଆରମ୍ଭ କରିବ। ବ୍ୟାଙ୍କ ଆକାଉଣ୍ଟ ଯାଞ୍ଚ କରାଯିବ ବୋଲି ସୂଚନା ମିଳିଛି। bbox=[207, 787, 389, 818]
horoscope-sign bbox=[619, 739, 811, 819]
section-name: ରାଜ୍ୟ bbox=[688, 5, 769, 40]
aquarius-icon: ♒ bbox=[627, 1010, 664, 1046]
cmyk-dots: ●●●● bbox=[643, 2566, 677, 2576]
horoscope-sign bbox=[619, 824, 811, 904]
section-divider bbox=[3, 652, 614, 654]
sign-name: ମକର bbox=[626, 909, 667, 922]
proverb-quote: ମାଙ୍କଡ଼ ହାତରେ ଶାଳଗ୍ରାମ, ନଦୀ ରହିଲା କିବା ଡୁବ। bbox=[22, 870, 182, 880]
story-text: ବର୍ଷା ହେବ ବୋଲି ପାଣିପାଗ ବିଭାଗ ସୂଚନା ଦେଇଛି। କେନ୍ଦ୍ରାପଡ଼ା, ଜଗତସିଂହପୁର ଓ ପୁରୀ ଜିଲ୍ଲାରେ ପ୍ରବଳ ବର୍ଷା ପାଇଁ ଅରେଞ୍ଜ ଆଲର୍ଟ ଜାରି ହୋଇଛି। ବାଲେଶ୍ୱର, ଭଦ୍ରକ, ଯାଜପୁର, କେନ୍ଦ୍ରାପଡ଼ା, ଜଗତସିଂହପୁର, ଖୋର୍ଦ୍ଧା, ନୟାଗଡ଼, ଗଞ୍ଜାମ ଓ ଗଜପତିରେ ବର୍ଷା ହେବ। bbox=[410, 1039, 602, 1093]
